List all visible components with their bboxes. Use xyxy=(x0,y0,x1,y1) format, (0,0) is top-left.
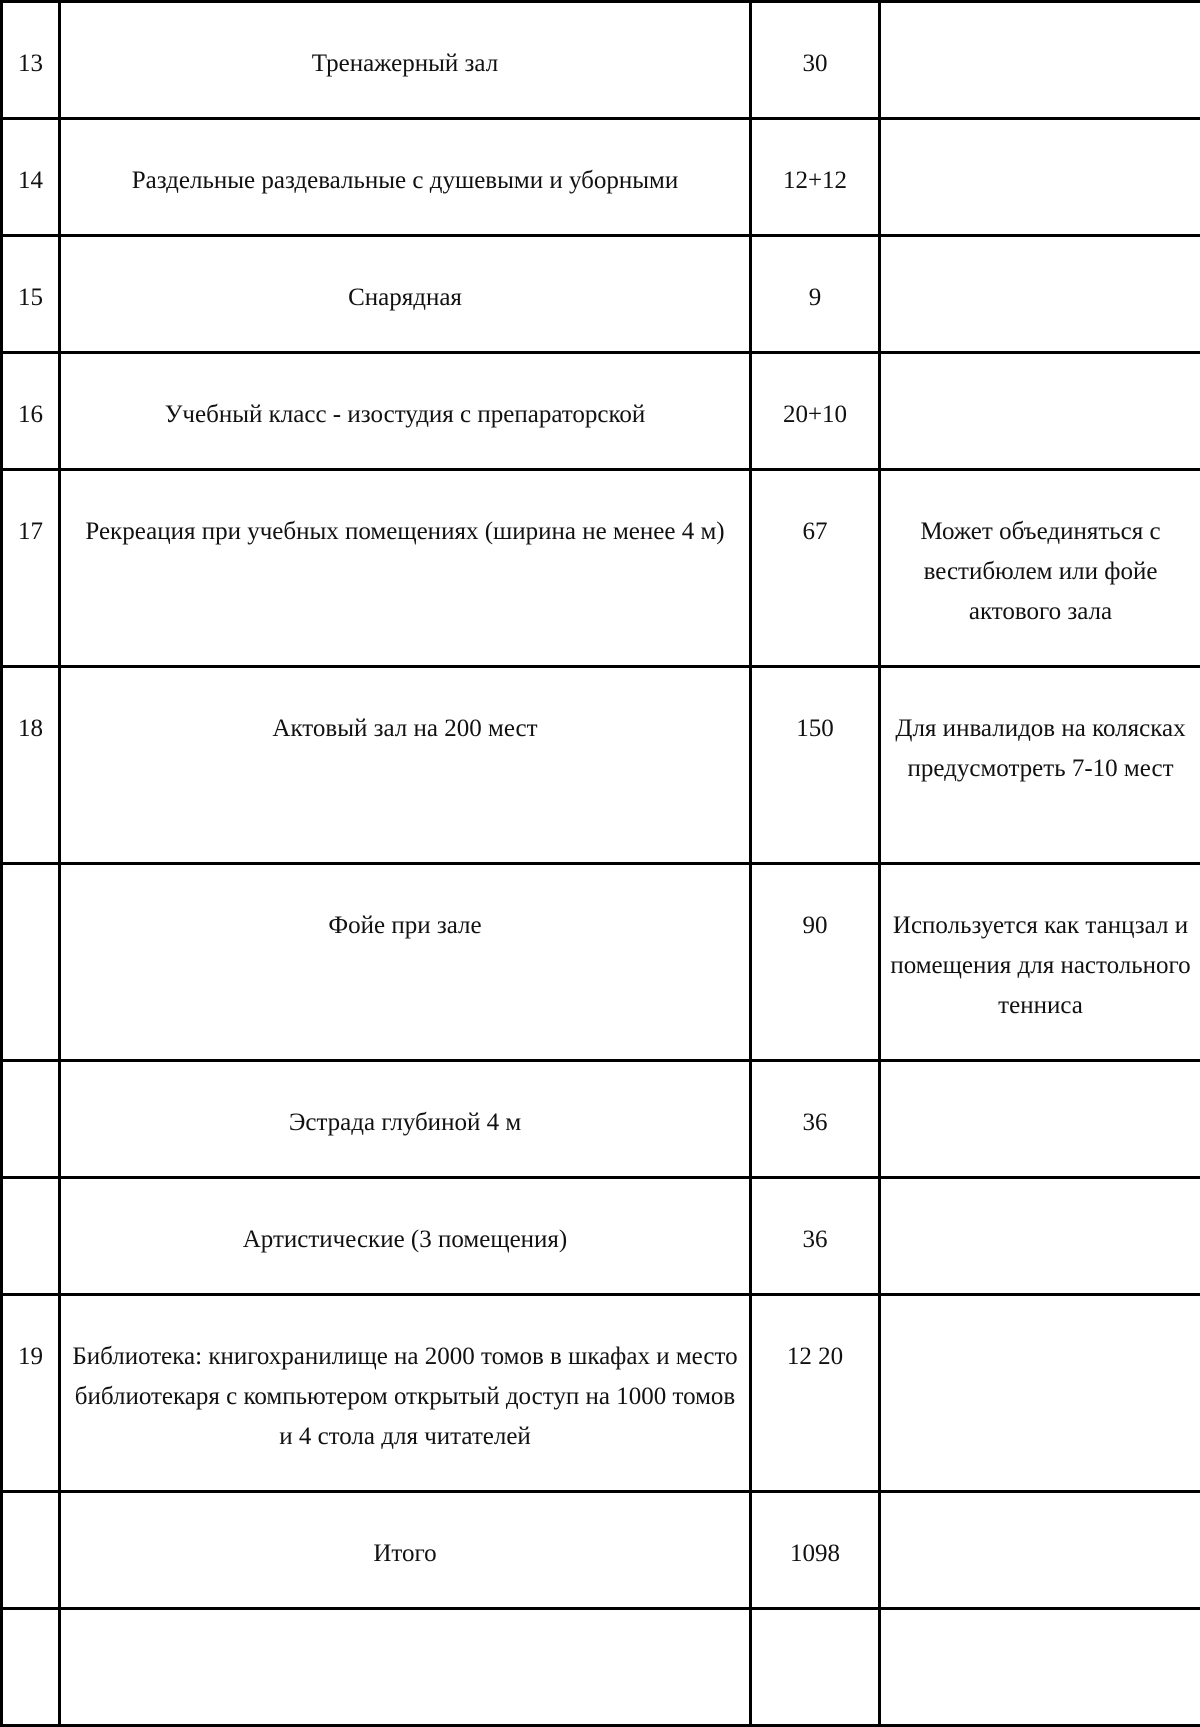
row-number xyxy=(2,1061,60,1178)
room-area: 36 xyxy=(751,1178,880,1295)
table-row xyxy=(2,667,1200,864)
room-note: Используется как танцзал и помещения для настольного тенниса xyxy=(880,864,1200,1061)
room-area: 36 xyxy=(751,1061,880,1178)
row-number xyxy=(2,1178,60,1295)
room-area: 20+10 xyxy=(751,353,880,470)
room-note: Может объединяться с вестибюлем или фойе актового зала xyxy=(880,470,1200,667)
row-number: 13 xyxy=(2,2,60,119)
table-row xyxy=(2,470,1200,667)
row-number xyxy=(2,1609,60,1726)
row-number: 18 xyxy=(2,667,60,864)
room-note xyxy=(880,1492,1200,1609)
room-name: Эстрада глубиной 4 м xyxy=(60,1061,751,1178)
row-number xyxy=(2,864,60,1061)
total-label: Итого xyxy=(60,1492,751,1609)
room-area: 12+12 xyxy=(751,119,880,236)
room-name: Тренажерный зал xyxy=(60,2,751,119)
row-number: 19 xyxy=(2,1295,60,1492)
row-number: 17 xyxy=(2,470,60,667)
room-name: Учебный класс - изостудия с препараторской xyxy=(60,353,751,470)
room-note xyxy=(880,119,1200,236)
room-area: 30 xyxy=(751,2,880,119)
room-name: Актовый зал на 200 мест xyxy=(60,667,751,864)
room-name: Рекреация при учебных помещениях (ширина не менее 4 м) xyxy=(60,470,751,667)
room-note xyxy=(880,353,1200,470)
room-note xyxy=(880,236,1200,353)
room-name xyxy=(60,1609,751,1726)
row-number: 14 xyxy=(2,119,60,236)
table-row-total xyxy=(2,1492,1200,1609)
room-name: Библиотека: книгохранилище на 2000 томов в шкафах и место библиотекаря с компьютером открытый доступ на 1000 томов и 4 стола для читателей xyxy=(60,1295,751,1492)
room-note xyxy=(880,1609,1200,1726)
room-note xyxy=(880,1178,1200,1295)
room-name: Фойе при зале xyxy=(60,864,751,1061)
table-row-empty xyxy=(2,1609,1200,1726)
row-number xyxy=(2,1492,60,1609)
table-row xyxy=(2,119,1200,236)
table-row xyxy=(2,353,1200,470)
room-note xyxy=(880,2,1200,119)
room-name: Раздельные раздевальные с душевыми и уборными xyxy=(60,119,751,236)
table-row xyxy=(2,2,1200,119)
table-row xyxy=(2,1061,1200,1178)
room-area: 67 xyxy=(751,470,880,667)
room-area: 12 20 xyxy=(751,1295,880,1492)
room-name: Артистические (3 помещения) xyxy=(60,1178,751,1295)
table-row xyxy=(2,236,1200,353)
room-area: 90 xyxy=(751,864,880,1061)
room-note xyxy=(880,1061,1200,1178)
room-area: 9 xyxy=(751,236,880,353)
room-area: 150 xyxy=(751,667,880,864)
room-name: Снарядная xyxy=(60,236,751,353)
row-number: 16 xyxy=(2,353,60,470)
room-area xyxy=(751,1609,880,1726)
table-row xyxy=(2,1178,1200,1295)
table-row xyxy=(2,1295,1200,1492)
row-number: 15 xyxy=(2,236,60,353)
room-note xyxy=(880,1295,1200,1492)
table-row xyxy=(2,864,1200,1061)
room-note: Для инвалидов на колясках предусмотреть 7-10 мест xyxy=(880,667,1200,864)
total-area: 1098 xyxy=(751,1492,880,1609)
